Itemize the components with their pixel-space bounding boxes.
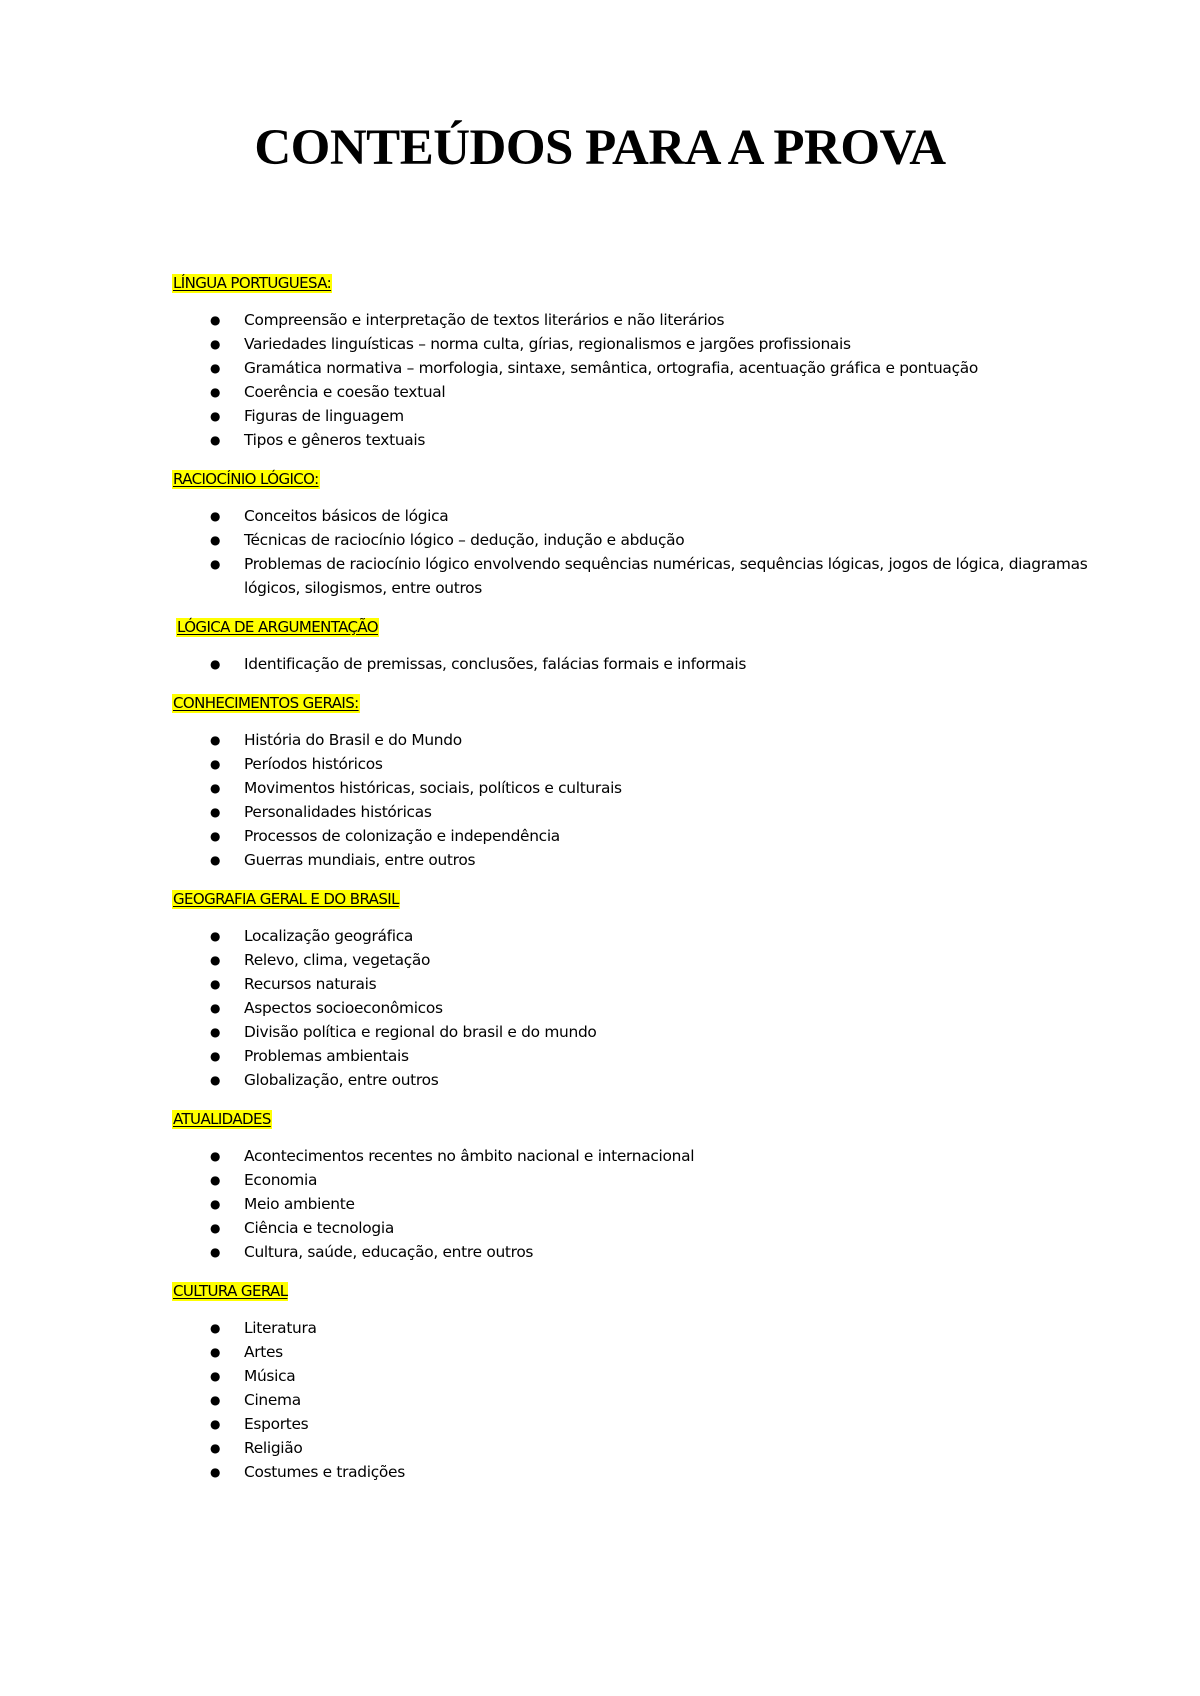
list-item-text: Localização geográfica <box>244 927 414 945</box>
list-item <box>172 1216 1092 1240</box>
section-heading-row <box>172 270 1092 297</box>
section-logica-argumentacao <box>172 614 1092 676</box>
list-item-text: Guerras mundiais, entre outros <box>244 851 476 869</box>
section-raciocinio-logico <box>172 466 1092 600</box>
list-item-text: Relevo, clima, vegetação <box>244 951 431 969</box>
bullet-icon: ● <box>210 1197 221 1211</box>
bullet-icon: ● <box>210 1321 221 1335</box>
list-item-text: Música <box>244 1367 296 1385</box>
document-content <box>172 270 1092 1498</box>
section-cultura-geral <box>172 1278 1092 1484</box>
list-item-text: Artes <box>244 1343 283 1361</box>
list-item <box>172 1068 1092 1092</box>
list-item-text: Compreensão e interpretação de textos literários e não literários <box>244 311 725 329</box>
list-item <box>172 380 1092 404</box>
bullet-icon: ● <box>210 313 221 327</box>
list-item-text: Literatura <box>244 1319 317 1337</box>
section-conhecimentos-gerais <box>172 690 1092 872</box>
bullet-icon: ● <box>210 1441 221 1455</box>
list-item <box>172 924 1092 948</box>
list-item-text: Figuras de linguagem <box>244 407 404 425</box>
section-heading-row <box>172 1106 1092 1133</box>
section-heading-row <box>172 886 1092 913</box>
bullet-list <box>172 652 1092 676</box>
list-item-text: Períodos históricos <box>244 755 383 773</box>
list-item <box>172 308 1092 332</box>
list-item <box>172 1340 1092 1364</box>
list-item <box>172 972 1092 996</box>
bullet-icon: ● <box>210 657 221 671</box>
bullet-icon: ● <box>210 1173 221 1187</box>
bullet-icon: ● <box>210 781 221 795</box>
bullet-icon: ● <box>210 733 221 747</box>
section-heading-row <box>172 466 1092 493</box>
list-item-text: Divisão política e regional do brasil e do mundo <box>244 1023 597 1041</box>
document-title: CONTEÚDOS PARA A PROVA <box>254 120 946 176</box>
bullet-icon: ● <box>210 361 221 375</box>
bullet-icon: ● <box>210 385 221 399</box>
list-item-text: Meio ambiente <box>244 1195 355 1213</box>
bullet-list <box>172 1316 1092 1484</box>
list-item <box>172 356 1092 380</box>
list-item <box>172 1316 1092 1340</box>
list-item-text: Cultura, saúde, educação, entre outros <box>244 1243 534 1261</box>
list-item <box>172 1460 1092 1484</box>
list-item-text: Técnicas de raciocínio lógico – dedução, indução e abdução <box>244 531 685 549</box>
list-item <box>172 752 1092 776</box>
bullet-icon: ● <box>210 757 221 771</box>
list-item <box>172 948 1092 972</box>
section-lingua-portuguesa <box>172 270 1092 452</box>
list-item <box>172 428 1092 452</box>
list-item-text: Cinema <box>244 1391 301 1409</box>
section-atualidades <box>172 1106 1092 1264</box>
bullet-icon: ● <box>210 953 221 967</box>
list-item <box>172 1168 1092 1192</box>
bullet-icon: ● <box>210 1001 221 1015</box>
section-heading: ATUALIDADES <box>173 1110 271 1128</box>
bullet-icon: ● <box>210 1345 221 1359</box>
list-item <box>172 504 1092 528</box>
list-item <box>172 1144 1092 1168</box>
list-item-text: História do Brasil e do Mundo <box>244 731 462 749</box>
list-item-text: Esportes <box>244 1415 309 1433</box>
list-item-text: Tipos e gêneros textuais <box>244 431 426 449</box>
list-item-text: Coerência e coesão textual <box>244 383 446 401</box>
bullet-icon: ● <box>210 509 221 523</box>
bullet-icon: ● <box>210 1149 221 1163</box>
section-heading: LÓGICA DE ARGUMENTAÇÃO <box>177 618 378 636</box>
list-item <box>172 848 1092 872</box>
list-item <box>172 824 1092 848</box>
bullet-icon: ● <box>210 409 221 423</box>
list-item <box>172 1412 1092 1436</box>
bullet-icon: ● <box>210 1417 221 1431</box>
bullet-icon: ● <box>210 433 221 447</box>
list-item-text: Conceitos básicos de lógica <box>244 507 449 525</box>
bullet-icon: ● <box>210 533 221 547</box>
bullet-list <box>172 308 1092 452</box>
list-item <box>172 776 1092 800</box>
bullet-icon: ● <box>210 337 221 351</box>
bullet-icon: ● <box>210 1049 221 1063</box>
section-heading: LÍNGUA PORTUGUESA: <box>173 274 332 292</box>
list-item-text: Processos de colonização e independência <box>244 827 560 845</box>
list-item <box>172 728 1092 752</box>
bullet-icon: ● <box>210 557 221 571</box>
bullet-icon: ● <box>210 929 221 943</box>
bullet-list <box>172 728 1092 872</box>
list-item-text: Costumes e tradições <box>244 1463 405 1481</box>
list-item <box>172 404 1092 428</box>
list-item-text: Gramática normativa – morfologia, sintaxe, semântica, ortografia, acentuação gráfica e pontuação <box>244 359 978 377</box>
list-item <box>172 1436 1092 1460</box>
bullet-icon: ● <box>210 853 221 867</box>
list-item-text: Ciência e tecnologia <box>244 1219 394 1237</box>
bullet-icon: ● <box>210 1369 221 1383</box>
bullet-icon: ● <box>210 1465 221 1479</box>
list-item <box>172 1044 1092 1068</box>
list-item-text: Economia <box>244 1171 318 1189</box>
section-heading: CONHECIMENTOS GERAIS: <box>173 694 359 712</box>
list-item <box>172 1240 1092 1264</box>
bullet-list <box>172 1144 1092 1264</box>
bullet-icon: ● <box>210 1025 221 1039</box>
list-item-text: Recursos naturais <box>244 975 377 993</box>
bullet-icon: ● <box>210 805 221 819</box>
list-item <box>172 332 1092 356</box>
list-item <box>172 552 1092 600</box>
bullet-list <box>172 504 1092 600</box>
list-item <box>172 528 1092 552</box>
list-item-text: Acontecimentos recentes no âmbito nacional e internacional <box>244 1147 695 1165</box>
list-item-text: Religião <box>244 1439 303 1457</box>
list-item <box>172 800 1092 824</box>
list-item <box>172 1020 1092 1044</box>
list-item-text: Aspectos socioeconômicos <box>244 999 443 1017</box>
list-item-text: Globalização, entre outros <box>244 1071 439 1089</box>
list-item-text: Personalidades históricas <box>244 803 432 821</box>
bullet-icon: ● <box>210 1393 221 1407</box>
section-heading: CULTURA GERAL <box>173 1282 288 1300</box>
bullet-icon: ● <box>210 1221 221 1235</box>
bullet-icon: ● <box>210 1245 221 1259</box>
bullet-icon: ● <box>210 977 221 991</box>
list-item-text: Problemas de raciocínio lógico envolvendo sequências numéricas, sequências lógicas, jogos de lógica, diagramas lógicos, silogismos, entre outros <box>244 555 1088 597</box>
list-item <box>172 652 1092 676</box>
list-item <box>172 996 1092 1020</box>
list-item <box>172 1192 1092 1216</box>
list-item-text: Variedades linguísticas – norma culta, gírias, regionalismos e jargões profissionais <box>244 335 851 353</box>
list-item-text: Identificação de premissas, conclusões, falácias formais e informais <box>244 655 747 673</box>
section-heading-row <box>172 690 1092 717</box>
list-item <box>172 1364 1092 1388</box>
list-item-text: Movimentos históricas, sociais, políticos e culturais <box>244 779 622 797</box>
list-item <box>172 1388 1092 1412</box>
section-heading-row <box>172 614 1092 641</box>
section-heading-row <box>172 1278 1092 1305</box>
section-heading: GEOGRAFIA GERAL E DO BRASIL <box>173 890 399 908</box>
bullet-icon: ● <box>210 1073 221 1087</box>
bullet-list <box>172 924 1092 1092</box>
bullet-icon: ● <box>210 829 221 843</box>
section-geografia <box>172 886 1092 1092</box>
section-heading: RACIOCÍNIO LÓGICO: <box>173 470 319 488</box>
list-item-text: Problemas ambientais <box>244 1047 409 1065</box>
